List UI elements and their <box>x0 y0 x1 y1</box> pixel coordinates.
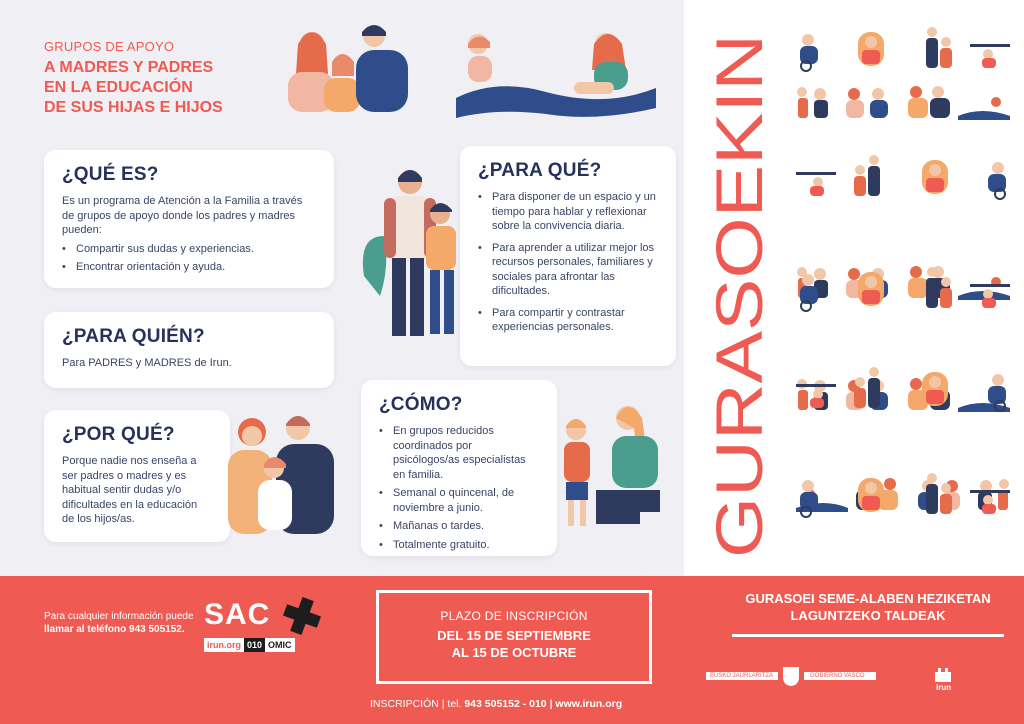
gurasoekin-text: GURASOEKIN <box>704 117 774 558</box>
list-item: • Para compartir y contrastar experiencias personales. <box>478 306 658 335</box>
list-item: • Semanal o quincenal, de noviembre a junio. <box>379 486 539 515</box>
gurasoekin-vertical-title <box>704 30 774 560</box>
registration-contact <box>370 698 622 710</box>
mother-child-illustration <box>556 400 676 534</box>
irun-logo <box>912 666 974 694</box>
logo-text-gobierno: GOBIERNO VASCO <box>810 673 865 679</box>
card-para-quien <box>44 312 334 388</box>
sac-word: SAC <box>204 598 271 631</box>
card-text: Porque nadie nos enseña a ser padres o madres y es habitual sentir dudas y/o dificultades en la educación de los hijos/as. <box>62 455 198 525</box>
irun-logo-text: irun <box>936 683 952 692</box>
sac-bar <box>204 638 320 652</box>
list-item: • En grupos reducidos coordinados por psicólogos/as especialistas en familia. <box>379 424 539 482</box>
sac-bar-irun: irun.org <box>204 638 244 652</box>
card-para-que <box>460 146 676 366</box>
contact-info <box>44 610 194 636</box>
cross-icon <box>282 596 322 636</box>
logo-text-euskadi: EUSKO JAURLARITZA <box>710 673 774 679</box>
list-item: • Compartir sus dudas y experiencias. <box>62 242 316 257</box>
sac-bar-omic: OMIC <box>265 638 295 652</box>
footer <box>0 576 1024 724</box>
registration-contact-details: 943 505152 - 010 | www.irun.org <box>464 698 623 710</box>
emblem-icon <box>782 666 800 686</box>
card-heading: ¿PARA QUÉ? <box>478 160 602 181</box>
family-illustration-top <box>276 22 416 118</box>
header-subtitle: GRUPOS DE APOYO <box>44 39 175 54</box>
card-bullets <box>62 242 316 275</box>
card-heading: ¿PARA QUIÉN? <box>62 326 205 347</box>
list-item: • Para aprender a utilizar mejor los recursos personales, familiares y sociales para afrontar las dificultades. <box>478 241 658 299</box>
card-bullets <box>379 424 539 552</box>
card-text: Es un programa de Atención a la Familia a través de grupos de apoyo donde los padres y madres pueden: <box>62 195 303 236</box>
card-text: Para PADRES y MADRES de Irun. <box>62 357 232 369</box>
header-title-line: DE SUS HIJAS E HIJOS <box>44 99 223 116</box>
list-item: • Totalmente gratuito. <box>379 538 539 553</box>
gobierno-vasco-logo <box>706 666 876 688</box>
registration-start: DEL 15 DE SEPTIEMBRE <box>437 628 591 643</box>
registration-end: AL 15 DE OCTUBRE <box>451 645 577 660</box>
illustration-pattern <box>792 20 1014 565</box>
card-por-que <box>44 410 230 542</box>
card-bullets <box>478 190 658 335</box>
father-son-illustration <box>360 166 464 346</box>
card-como <box>361 380 557 556</box>
header-title <box>44 58 223 118</box>
card-heading: ¿POR QUÉ? <box>62 424 175 445</box>
registration-period-label: PLAZO DE INSCRIPCIÓN <box>440 609 588 623</box>
castle-icon <box>934 666 952 682</box>
card-heading: ¿CÓMO? <box>379 394 463 415</box>
list-item: • Para disponer de un espacio y un tiempo para hablar y reflexionar sobre la convivencia diaria. <box>478 190 658 234</box>
registration-contact-label: INSCRIPCIÓN | tel. <box>370 698 465 710</box>
swimming-illustration <box>454 28 658 118</box>
father-daughter-illustration <box>220 410 342 540</box>
registration-period-box <box>376 590 652 684</box>
basque-title-line: GURASOEI SEME-ALABEN HEZIKETAN <box>745 591 991 606</box>
contact-phone: llamar al teléfono 943 505152. <box>44 624 185 635</box>
header-title-line: EN LA EDUCACIÓN <box>44 79 193 96</box>
contact-info-text: Para cualquier información puede <box>44 611 194 622</box>
registration-period-dates <box>379 627 649 661</box>
card-que-es <box>44 150 334 288</box>
basque-title <box>732 590 1004 624</box>
list-item: • Encontrar orientación y ayuda. <box>62 260 316 275</box>
sac-bar-010: 010 <box>244 638 265 652</box>
list-item: • Mañanas o tardes. <box>379 519 539 534</box>
sac-logo <box>204 598 322 656</box>
divider <box>732 634 1004 637</box>
header-title-line: A MADRES Y PADRES <box>44 59 214 76</box>
basque-title-line: LAGUNTZEKO TALDEAK <box>790 608 946 623</box>
card-heading: ¿QUÉ ES? <box>62 164 159 185</box>
